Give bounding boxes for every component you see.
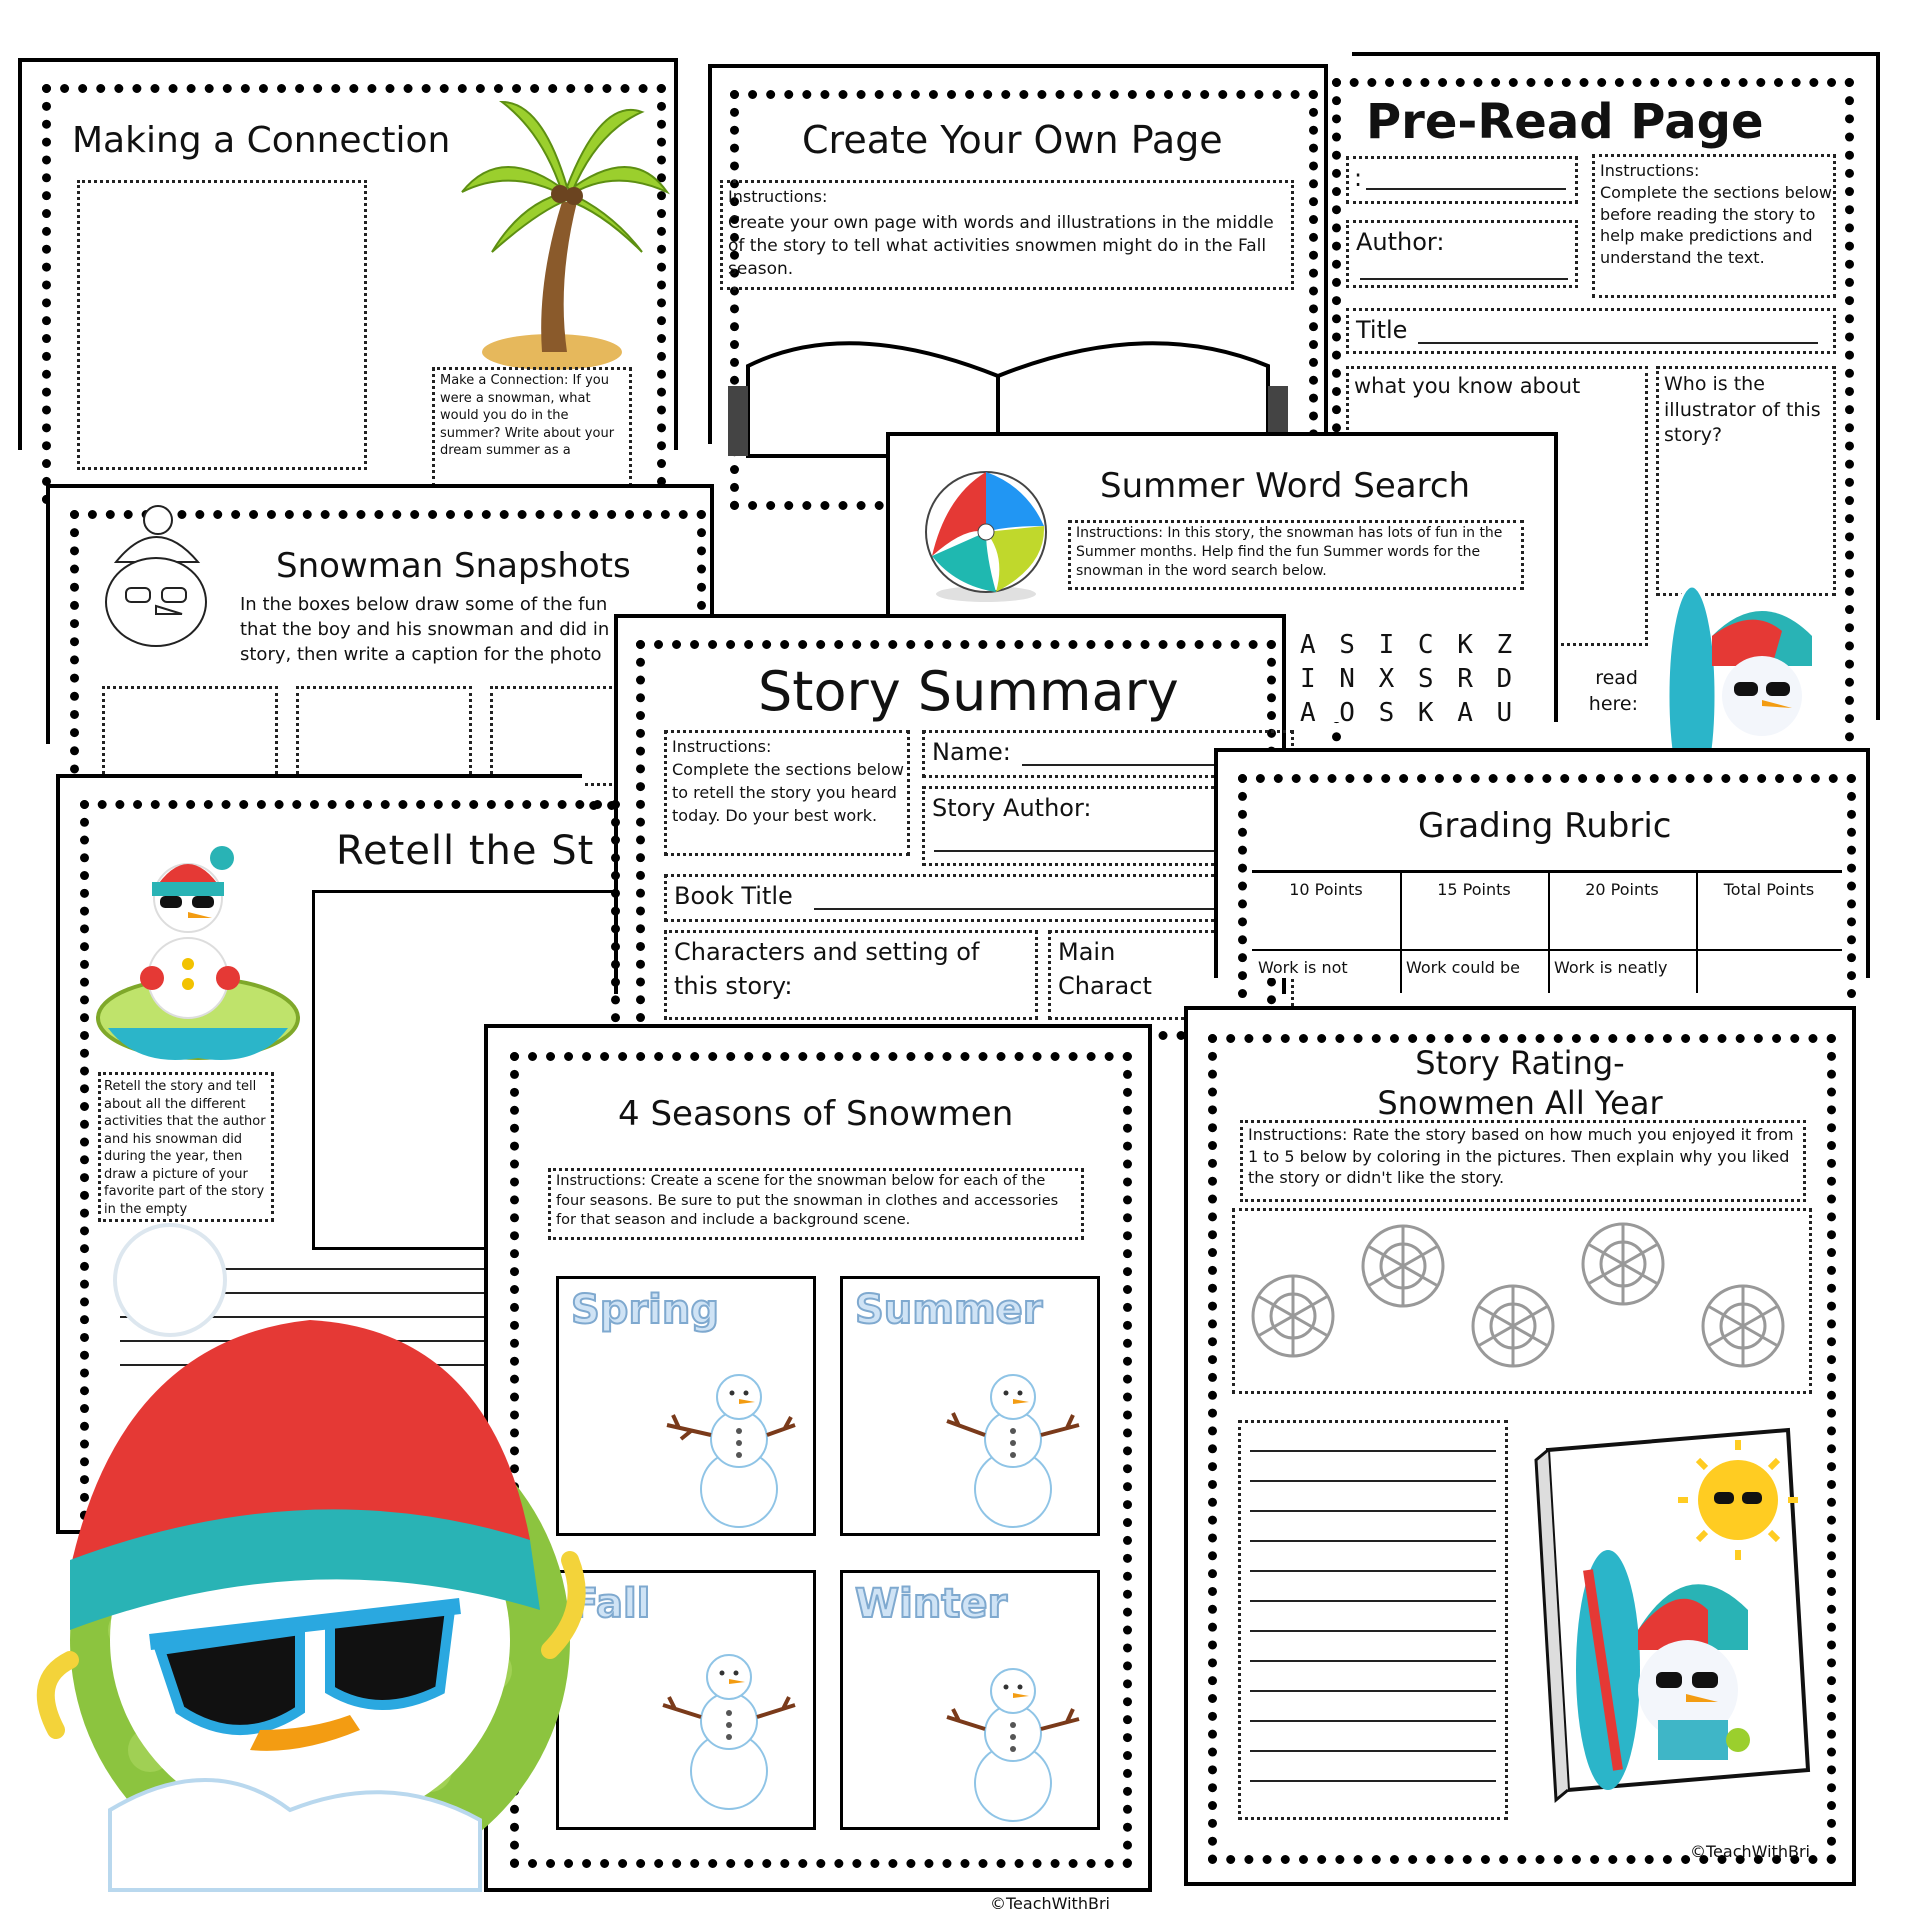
writing-line: [1250, 1690, 1496, 1692]
retell-text: Retell the story and tell about all the different activities that the author and his snowman did during the year, then draw a picture of your favorite part of the story in the empty: [104, 1079, 266, 1217]
author-label: Story Author:: [932, 794, 1092, 822]
worksheet-making-connection: [18, 58, 678, 459]
writing-line: [1250, 1750, 1496, 1752]
snowman-icon: [659, 1643, 799, 1813]
worksheet-grading-rubric: [1214, 748, 1870, 978]
season-label: Fall: [571, 1581, 651, 1627]
writing-line: [1250, 1600, 1496, 1602]
worksheet-create-page: [708, 64, 1328, 444]
writing-line: [1250, 1630, 1496, 1632]
page-title: Pre-Read Page: [1366, 94, 1764, 150]
season-label: Winter: [855, 1581, 1008, 1627]
season-box-summer: [840, 1276, 1100, 1536]
page-title: Retell the St: [336, 828, 595, 874]
instructions-text: Complete the sections below to retell the story you heard today. Do your best work.: [672, 760, 904, 826]
credit-label: ©TeachWithBri: [1690, 1842, 1810, 1861]
writing-line: [1250, 1510, 1496, 1512]
word-search-row: I N X S R D: [1300, 664, 1517, 694]
writing-line: [1250, 1720, 1496, 1722]
rubric-table: [1252, 870, 1842, 993]
book-title-line: [814, 908, 1274, 910]
snowman-surfboard-icon: [1662, 596, 1832, 726]
snowman-mascot-icon: [10, 1210, 610, 1890]
snapshot-box: [296, 686, 472, 786]
snowman-outline-icon: [86, 502, 216, 652]
writing-line: [1250, 1660, 1496, 1662]
palm-tree-icon: [442, 82, 672, 382]
snowman-icon: [943, 1663, 1083, 1823]
instructions-label: Instructions:: [672, 737, 772, 756]
instructions-text: Instructions: Rate the story based on how much you enjoyed it from 1 to 5 below by coloring in the pictures. Then explain why you liked the story or didn't like the story.: [1248, 1125, 1794, 1188]
writing-line: [1250, 1780, 1496, 1782]
page-title: Summer Word Search: [1100, 466, 1471, 506]
rubric-row-divider: [1252, 949, 1842, 951]
name-label: Name:: [932, 738, 1011, 766]
book-title-label: Book Title: [674, 882, 793, 910]
snowman-icon: [943, 1369, 1083, 1529]
writing-line: [1250, 1540, 1496, 1542]
rubric-header: 10 Points: [1289, 880, 1363, 899]
snowflake-rating-icons[interactable]: [1238, 1216, 1808, 1386]
snapshot-box: [102, 686, 278, 786]
field-line: [1366, 188, 1566, 190]
connection-prompt: Make a Connection: If you were a snowman, what would you do in the summer? Write about your dream summer as a: [440, 373, 615, 459]
word-search-row: A S I C K Z: [1300, 630, 1517, 660]
author-line: [1360, 278, 1568, 280]
rubric-header: 15 Points: [1437, 880, 1511, 899]
page-title: Making a Connection: [72, 120, 451, 161]
writing-line: [1250, 1480, 1496, 1482]
main-characters-label: Main Charact: [1058, 938, 1152, 1000]
characters-label: Characters and setting of this story:: [674, 938, 980, 1000]
instructions-text: Instructions: In this story, the snowman has lots of fun in the Summer months. Help find the fun Summer words for the snowman in the word search below.: [1076, 525, 1503, 579]
rubric-cell: Work is not: [1258, 958, 1348, 977]
title-field-box: [1346, 156, 1578, 204]
snapshots-text: In the boxes below draw some of the fun that the boy and his snowman and did in story, then write a caption for the photo: [240, 594, 610, 666]
word-search-row: A O S K A U: [1300, 698, 1517, 728]
worksheet-story-summary: [614, 614, 1286, 1000]
book-title-label: Title: [1356, 316, 1408, 344]
snowman-icon: [659, 1369, 799, 1529]
read-here-label: read here:: [1588, 667, 1638, 715]
season-label: Summer: [855, 1287, 1043, 1333]
page-title-line1: Story Rating-: [1415, 1044, 1625, 1082]
page-title: Create Your Own Page: [802, 118, 1223, 162]
page-title-line2: Snowmen All Year: [1377, 1084, 1663, 1122]
rubric-cell: Work could be: [1406, 958, 1521, 977]
page-title: Grading Rubric: [1418, 806, 1672, 846]
writing-line: [1250, 1570, 1496, 1572]
bottom-credit: ©TeachWithBri: [990, 1894, 1110, 1913]
colon-label: :: [1354, 164, 1363, 192]
page-title: 4 Seasons of Snowmen: [618, 1094, 1014, 1134]
instructions-label: Instructions:: [728, 187, 828, 206]
illustrator-question: Who is the illustrator of this story?: [1664, 373, 1821, 447]
writing-line: [1250, 1450, 1496, 1452]
drawing-box: [77, 180, 367, 470]
know-label: what you know about: [1354, 374, 1581, 398]
worksheet-story-rating: [1184, 1006, 1856, 1886]
page-title: Story Summary: [758, 660, 1179, 723]
rubric-cell: Work is neatly: [1554, 958, 1668, 977]
beach-ball-icon: [916, 466, 1056, 606]
snowman-float-icon: [88, 828, 308, 1068]
rubric-header: Total Points: [1723, 880, 1815, 899]
book-cover-icon: [1528, 1410, 1828, 1800]
book-title-box: [1346, 308, 1836, 354]
book-title-line: [1418, 342, 1818, 344]
season-label: Spring: [571, 1287, 719, 1333]
page-title: Snowman Snapshots: [276, 546, 631, 586]
season-box-winter: [840, 1570, 1100, 1830]
instructions-label: Instructions:: [1600, 161, 1700, 180]
rubric-header: 20 Points: [1585, 880, 1659, 899]
instructions-text: Create your own page with words and illustrations in the middle of the story to tell what activities snowmen might do in the Fall season.: [728, 213, 1274, 279]
instructions-text: Complete the sections below before reading the story to help make predictions and understand the text.: [1600, 183, 1832, 267]
instructions-text: Instructions: Create a scene for the snowman below for each of the four seasons. Be sure to put the snowman in clothes and accessories for that season and include a background scene.: [556, 1173, 1059, 1229]
author-label: Author:: [1356, 228, 1445, 256]
